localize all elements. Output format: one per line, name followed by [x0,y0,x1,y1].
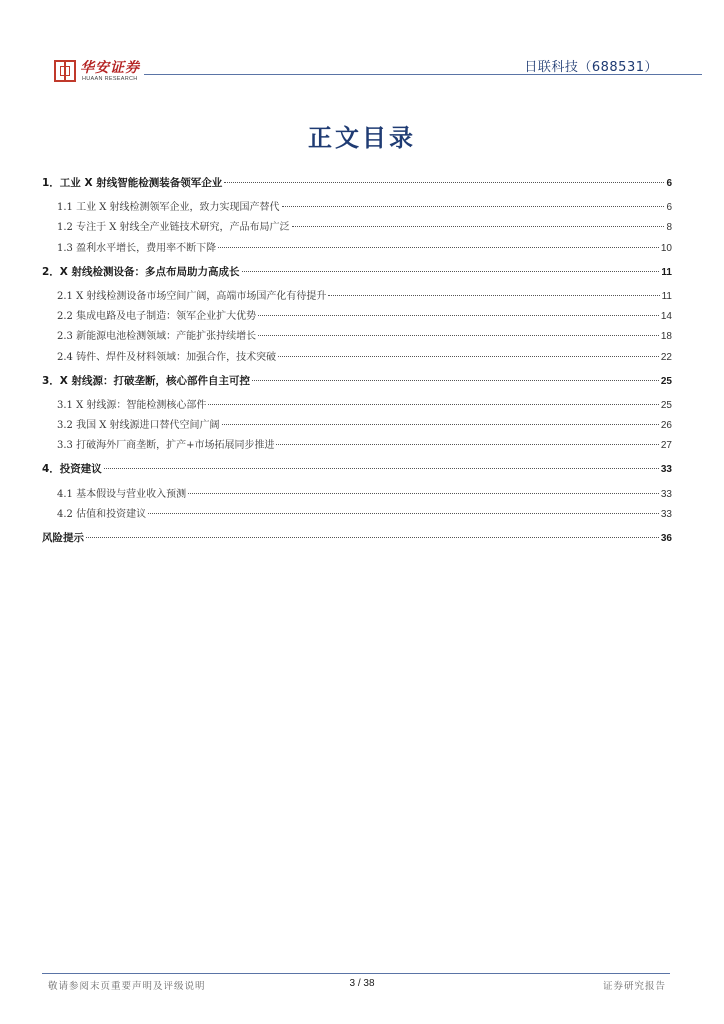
toc-entry[interactable] [42,262,672,282]
toc-entry-title: 3．X 射线源：打破垄断，核心部件自主可控 [42,374,251,387]
toc-entry[interactable] [42,307,672,327]
toc-entry-title: 2.3 新能源电池检测领域：产能扩张持续增长 [57,331,257,343]
toc-dot-leader [222,424,659,425]
toc-entry[interactable] [42,436,672,456]
toc-dot-leader [328,295,659,296]
toc-entry-title: 2．X 射线检测设备：多点布局助力高成长 [42,265,240,278]
toc-entry-page: 6 [666,178,672,189]
toc-entry[interactable] [42,396,672,416]
table-of-contents [42,170,672,553]
toc-entry-page: 27 [660,440,672,452]
toc-dot-leader [86,537,659,538]
page-header [36,50,668,90]
toc-entry[interactable] [42,416,672,436]
toc-entry[interactable] [42,505,672,525]
footer-report-type: 证券研究报告 [602,981,666,992]
toc-dot-leader [258,315,659,316]
toc-entry-page: 10 [660,242,672,254]
toc-entry[interactable] [42,327,672,347]
toc-dot-leader [282,206,665,207]
huaan-logo-icon [54,60,76,82]
toc-dot-leader [276,444,658,445]
toc-entry[interactable] [42,371,672,391]
toc-dot-leader [104,468,659,469]
page-title: 正文目录 [308,124,416,152]
toc-dot-leader [218,247,659,248]
toc-entry-page: 14 [660,311,672,323]
toc-entry-page: 33 [660,488,672,500]
toc-entry[interactable] [42,485,672,505]
toc-entry-title: 1.2 专注于 X 射线全产业链技术研究，产品布局广泛 [57,222,290,234]
logo-text: 华安证券 [80,60,140,76]
toc-entry-page: 36 [660,533,672,544]
toc-dot-leader [278,356,659,357]
toc-dot-leader [148,513,659,514]
toc-entry-page: 26 [660,420,672,432]
toc-entry-page: 6 [666,202,672,214]
toc-entry-page: 33 [660,464,672,476]
toc-entry-title: 风险提示 [42,532,84,544]
toc-entry[interactable] [42,287,672,307]
toc-entry-page: 18 [660,331,672,343]
toc-entry[interactable] [42,528,672,548]
toc-entry-title: 3.1 X 射线源：智能检测核心部件 [57,399,207,411]
footer-divider [42,973,670,974]
toc-entry-page: 8 [666,222,672,234]
toc-entry-page: 22 [660,351,672,363]
toc-entry[interactable] [42,348,672,368]
footer-disclaimer: 敬请参阅末页重要声明及评级说明 [48,981,206,992]
toc-entry-title: 2.4 铸件、焊件及材料领域：加强合作，技术突破 [57,351,277,363]
toc-entry-page: 25 [660,399,672,411]
toc-dot-leader [242,271,660,272]
toc-entry-title: 4.2 估值和投资建议 [57,508,147,520]
toc-entry-title: 1.1 工业 X 射线检测领军企业，致力实现国产替代 [57,202,280,214]
toc-entry-page: 11 [661,290,672,302]
toc-entry-title: 3.3 打破海外厂商垄断，扩产+市场拓展同步推进 [57,440,275,452]
toc-entry-title: 3.2 我国 X 射线源进口替代空间广阔 [57,420,220,432]
toc-dot-leader [252,380,659,381]
toc-entry-page: 33 [660,508,672,520]
toc-entry[interactable] [42,459,672,479]
toc-dot-leader [258,335,659,336]
toc-entry-title: 4．投资建议 [42,463,102,476]
toc-dot-leader [188,493,659,494]
logo-subtitle: HUAAN RESEARCH [82,76,138,82]
toc-entry-page: 11 [661,266,672,278]
toc-entry[interactable] [42,239,672,259]
toc-entry-title: 4.1 基本假设与营业收入预测 [57,488,187,500]
toc-entry[interactable] [42,218,672,238]
toc-entry-title: 1．工业 X 射线智能检测装备领军企业 [42,177,223,189]
toc-dot-leader [208,404,658,405]
toc-entry-title: 1.3 盈利水平增长，费用率不断下降 [57,242,217,254]
toc-dot-leader [292,226,665,227]
toc-entry-title: 2.2 集成电路及电子制造：领军企业扩大优势 [57,311,257,323]
toc-entry-title: 2.1 X 射线检测设备市场空间广阔，高端市场国产化有待提升 [57,290,327,302]
toc-entry[interactable] [42,198,672,218]
page-number: 3 / 38 [349,978,375,989]
toc-dot-leader [224,182,664,183]
toc-entry-page: 25 [660,375,672,387]
company-name: 日联科技（688531） [524,60,658,75]
toc-entry[interactable] [42,173,672,193]
